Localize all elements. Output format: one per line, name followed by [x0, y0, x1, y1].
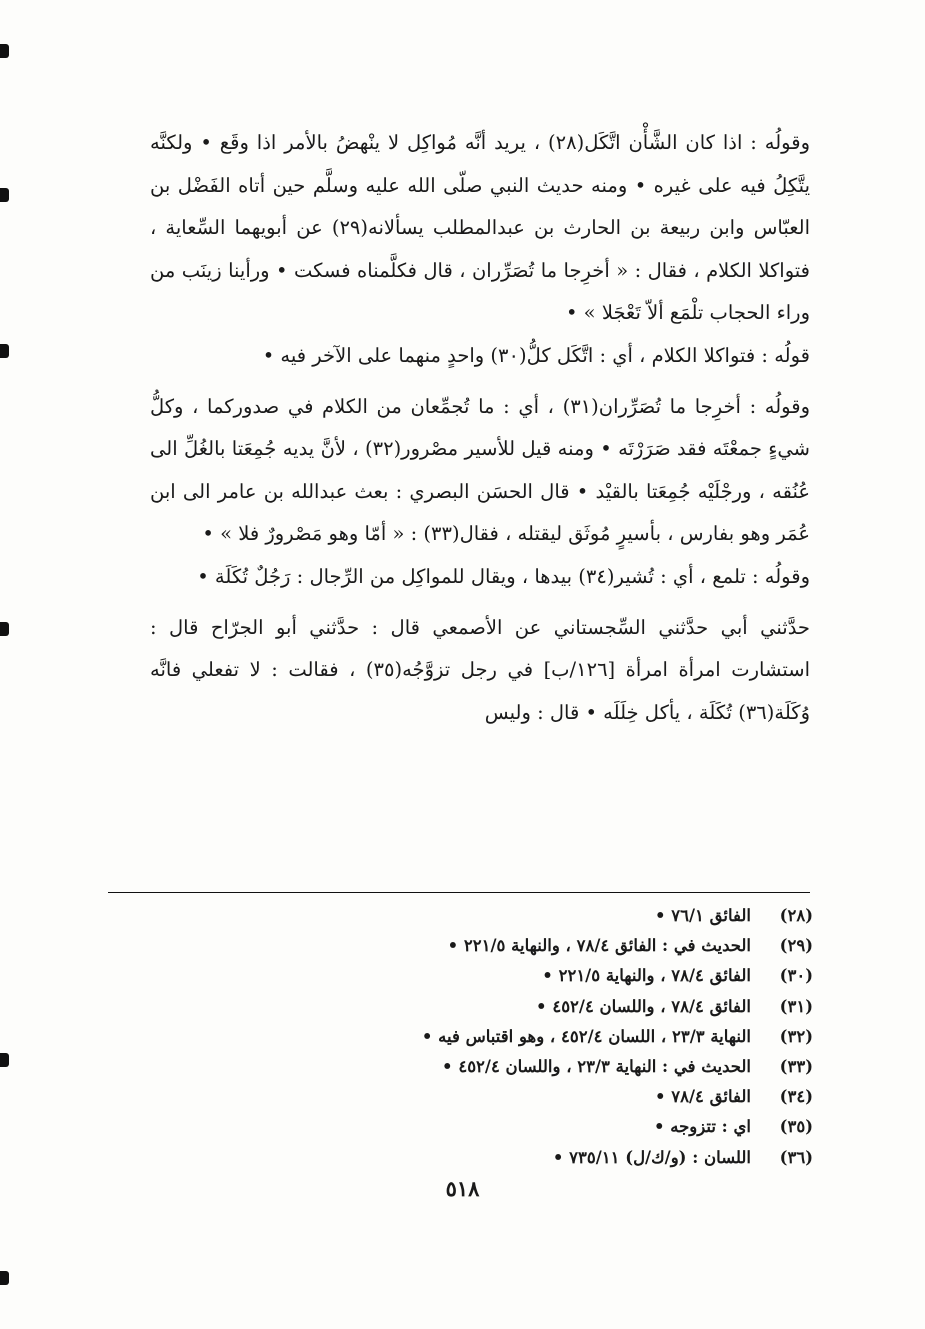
page-number: ٥١٨	[445, 1176, 480, 1201]
footnote-number: (٣١)	[779, 996, 813, 1016]
paragraph: وقولُه : أخرِجا ما تُصَرِّران(٣١) ، أي : ما تُجمِّعان من الكلام في صدوركما ، وكلُّ شيءٍ جمعْتَه فقد صَرَرْتَه • ومنه قيل للأسير مصْرور(٣٢) ، لأنَّ يديه جُمِعَتا بالغُلِّ الى عُنُقه ، ورجْلَيْه جُمِعَتا بالقيْد • قال الحسَن البصري : بعث عبدالله بن عامر الى ابن عُمَر وهو بفارس ، بأسيرٍ مُوثَق ليقتله ، فقال(٣٣) : « أمّا وهو مَصْرورٌ فلا » •	[150, 394, 810, 546]
footnote-text: الفائق ٧٨/٤ ، والنهاية ٢٢١/٥ •	[542, 966, 751, 986]
main-text	[150, 122, 810, 734]
footnotes	[113, 901, 813, 1173]
footnote-text: الفائق ٧٦/١ •	[654, 906, 751, 925]
footnote-number: (٢٨)	[779, 906, 813, 925]
footnote-number: (٣٠)	[779, 966, 813, 986]
footnote-text: الفائق ٧٨/٤ •	[654, 1087, 751, 1107]
footnote	[113, 1082, 813, 1112]
footnote	[113, 1143, 813, 1173]
footnote-text: اي : تتزوجه •	[653, 1117, 751, 1137]
footnote-text: الحديث في : الفائق ٧٨/٤ ، والنهاية ٢٢١/٥ •	[447, 936, 751, 956]
footnote-number: (٣٤)	[779, 1087, 813, 1107]
footnote-number: (٣٢)	[779, 1026, 813, 1046]
footnote-text: الفائق ٧٨/٤ ، واللسان ٤٥٢/٤ •	[536, 996, 751, 1016]
paragraph: قولُه : فتواكلا الكلام ، أي : اتَّكَل كلُّ(٣٠) واحدٍ منهما على الآخر فيه •	[262, 343, 810, 367]
footnote-number: (٢٩)	[779, 936, 813, 956]
footnote	[113, 1022, 813, 1052]
footnote	[113, 901, 813, 931]
binding-mark	[0, 188, 9, 202]
binding-mark	[0, 622, 9, 636]
footnote-number: (٣٣)	[779, 1057, 813, 1077]
footnote-text: النهاية ٢٣/٣ ، اللسان ٤٥٢/٤ ، وهو اقتباس فيه •	[421, 1026, 751, 1046]
footnote	[113, 931, 813, 961]
footnote	[113, 961, 813, 991]
paragraph: وقولُه : تلمع ، أي : تُشير(٣٤) بيدها ، ويقال للمواكِل من الرِّجال : رَجُلٌ تُكَلَة •	[197, 564, 810, 588]
footnote-number: (٣٦)	[779, 1147, 813, 1167]
footnote-text: الحديث في : النهاية ٢٣/٣ ، واللسان ٤٥٢/٤ •	[442, 1057, 751, 1077]
footnote-text: اللسان : (و/ك/ل) ٧٣٥/١١ •	[552, 1147, 751, 1167]
binding-margin	[0, 0, 14, 1329]
footnote-divider	[108, 892, 810, 893]
paragraph: حدَّثني أبي حدَّثني السِّجستاني عن الأصمعي قال : حدَّثني أبو الجرّاح قال : استشارت امرأة امرأة [١٢٦/ب] في رجل تزوَّجُه(٣٥) ، فقالت : لا تفعلي فانَّه وُكَلَة(٣٦) تُكَلَة ، يأكل خِلَلَه • قال : وليس	[150, 615, 810, 724]
binding-mark	[0, 344, 9, 358]
binding-mark	[0, 1053, 9, 1067]
footnote-number: (٣٥)	[779, 1117, 813, 1137]
paragraph: وقولُه : اذا كان الشَّأْن اتَّكَل(٢٨) ، يريد أنَّه مُواكِل لا ينْهضُ بالأمر اذا وقَع • ولكنَّه يتَّكِلُ فيه على غيره • ومنه حديث النبي صلّى الله عليه وسلَّم حين أتاه الفَضْل بن العبّاس وابن ربيعة بن الحارث بن عبدالمطلب يسألانه(٢٩) عن أبويهما السِّعاية ، فتواكلا الكلام ، فقال : « أخرِجا ما تُصَرِّران ، قال فكلَّمناه فسكت • ورأينا زينَب من وراء الحجاب تلْمَع ألاّ تَعْجَلا » •	[150, 131, 810, 325]
footnote	[113, 1112, 813, 1142]
footnote	[113, 1052, 813, 1082]
binding-mark	[0, 1271, 9, 1285]
binding-mark	[0, 44, 9, 58]
footnote	[113, 992, 813, 1022]
